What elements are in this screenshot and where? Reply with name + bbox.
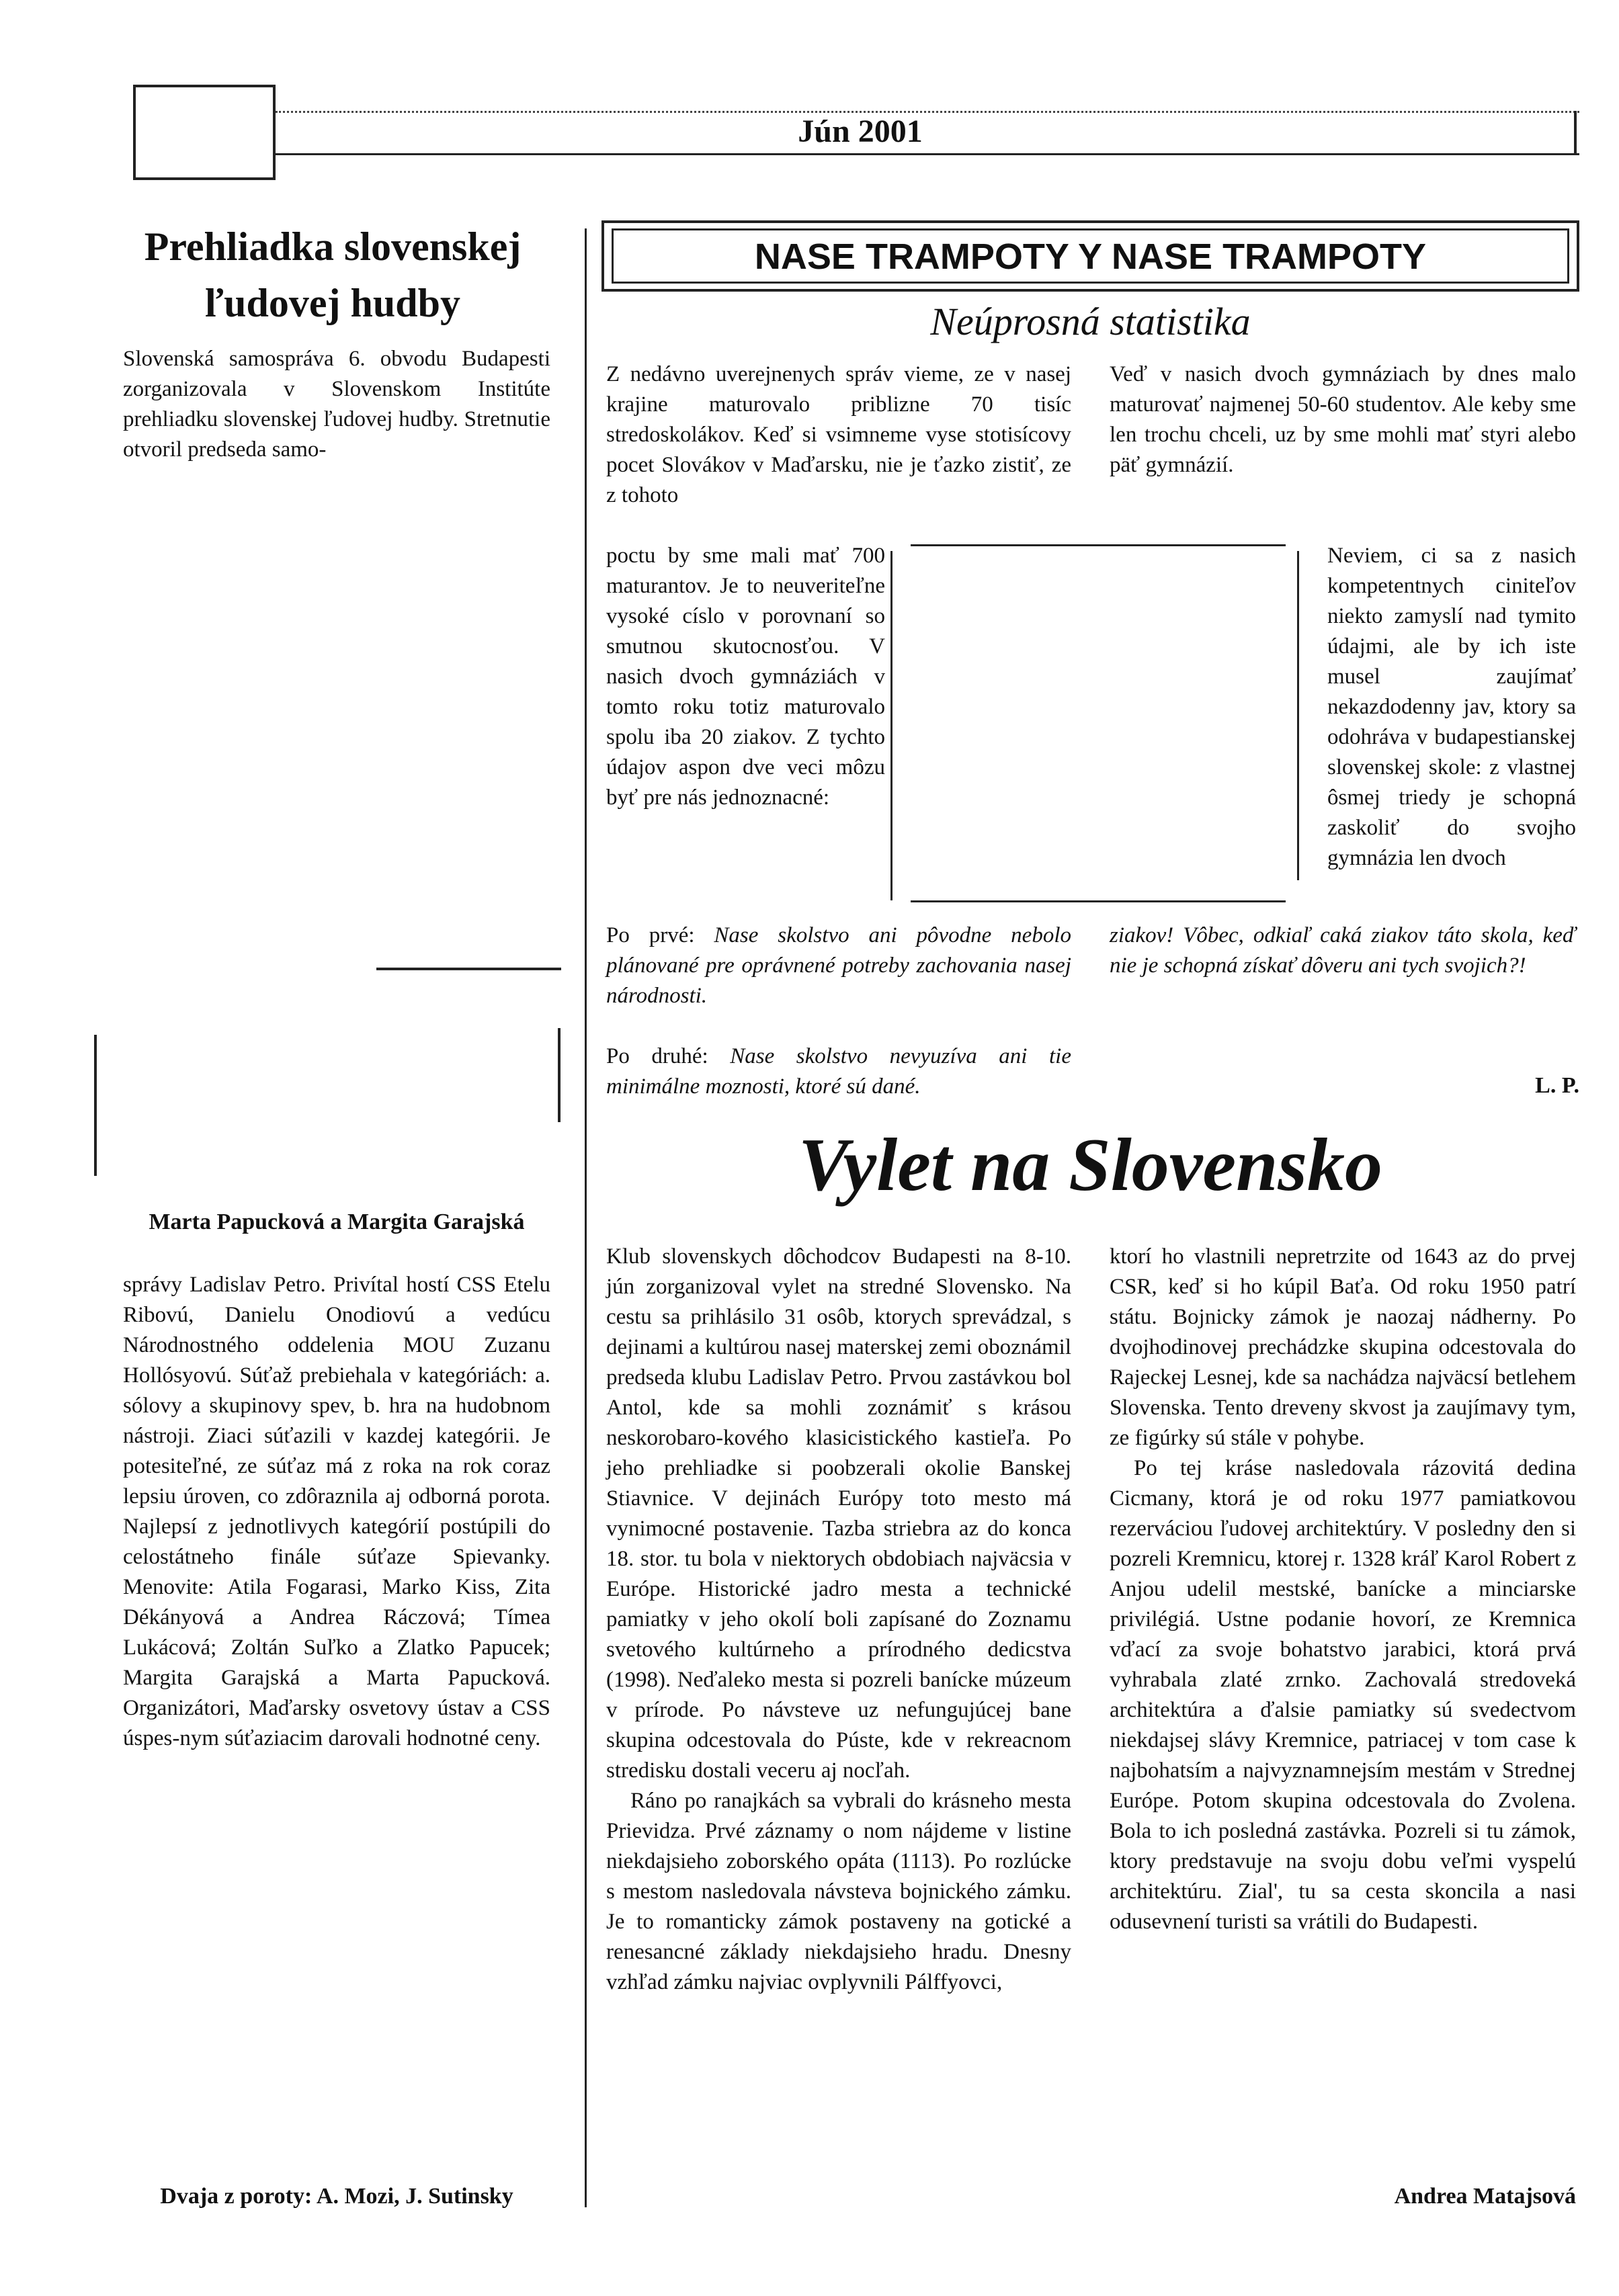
photo-frame-left xyxy=(94,1035,97,1176)
second-point-text: Nase skolstvo nevyuzíva ani tie minimálne moznosti, ktoré sú dané. xyxy=(606,1044,1071,1099)
header-logo-box xyxy=(133,85,276,180)
banner-text: NASE TRAMPOTY Y NASE TRAMPOTY xyxy=(612,228,1569,284)
vylet-col2-para1: ktorí ho vlastnili nepretrzite od 1643 az do prvej CSR, keď si ho kúpil Baťa. Od roku 1950 patrí státu. Bojnicky zámok je naozaj nádherny. Po dvojhodinovej prechádzke skupina odcestovala do Rajeckej Lesnej, kde sa nachádza najväcsí betlehem Slovenska. Tento dreveny skvost ja zaujímavy tym, ze figúrky sú stále v pohybe. xyxy=(1110,1244,1576,1450)
vylet-col1 xyxy=(606,1242,1071,1998)
column-divider xyxy=(585,228,587,2207)
photo-frame-top xyxy=(376,968,561,970)
second-point-label: Po druhé: xyxy=(606,1044,708,1068)
photo-frame-right xyxy=(558,1028,561,1122)
vylet-col2 xyxy=(1110,1242,1576,1937)
statistika-col2-top: Veď v nasich dvoch gymnáziach by dnes malo maturovať najmenej 50-60 studentov. Ale keby sme len trochu chceli, uz by sme mohli mať styri alebo päť gymnázií. xyxy=(1110,362,1576,477)
left-article-title: Prehliadka slovenskej ľudovej hudby xyxy=(144,224,522,325)
issue-date: Jún 2001 xyxy=(798,114,923,149)
statistika-title: Neúprosná statistika xyxy=(930,300,1251,343)
statistika-col1-top: Z nedávno uverejnenych správ vieme, ze v nasej krajine maturovalo priblizne 70 tisíc stredoskolákov. Keď si vsimneme vyse stotisícovy pocet Slovákov v Maďarsku, nie je ťazko zistiť, ze z tohoto xyxy=(606,362,1071,507)
statistika-wrap-left: poctu by sme mali mať 700 maturantov. Je to neuveriteľne vysoké císlo v porovnaní so smutnou skutocnosťou. V nasich dvoch gymnáziách v tomto roku totiz maturovalo spolu iba 20 ziakov. Z tychto údajov aspon dve veci môzu byť pre nás jednoznacné: xyxy=(606,544,885,810)
photo3-frame-left xyxy=(890,551,892,900)
photo3-frame-right xyxy=(1297,551,1299,880)
photo3-frame-bottom xyxy=(911,900,1286,902)
left-article-para2: správy Ladislav Petro. Privítal hostí CSS Etelu Ribovú, Danielu Onodiovú a vedúcu Národnostného oddelenia MOU Zuzanu Hollósyovú. Súťaž prebiehala v kategóriách: a. sólovy a skupinovy spev, b. hra na hudobnom nástroji. Ziaci súťazili v kazdej kategórii. Je potesiteľné, ze súťaz má z roka na rok coraz lepsiu úroven, co zdôraznila aj odborná porota. Najlepsí z jednotlivych kategórií postúpili do celostátneho finále súťaze Spievanky. Menovite: Atila Fogarasi, Marko Kiss, Zita Dékányová a Andrea Ráczová; Tímea Lukácová; Zoltán Suľko a Zlatko Papucek; Margita Garajská a Marta Papucková. Organizátori, Maďarsky osvetovy ústav a CSS úspes-nym súťaziacim darovali hodnotné ceny. xyxy=(123,1273,550,1750)
vylet-col1-para2: Ráno po ranajkách sa vybrali do krásneho mesta Prievidza. Prvé záznamy o nom nájdeme v listine niekdajsieho zoborského opáta (1113). Po rozlúcke s mestom nasledovala návsteva bojnického zámku. Je to romanticky zámok postaveny na gotické a renesancné základy niekdajsieho hradu. Dnesny vzhľad zámku najviac ovplyvnili Pálffyovci, xyxy=(606,1789,1071,1994)
statistika-second-point xyxy=(606,1041,1071,1102)
first-point-text: Nase skolstvo ani pôvodne nebolo plánované pre oprávnené potreby zachovania nasej národnosti. xyxy=(606,923,1071,1008)
statistika-signature: L. P. xyxy=(1535,1073,1579,1098)
photo3-frame-top xyxy=(911,544,1286,546)
photo-caption: Marta Papucková a Margita Garajská xyxy=(149,1209,525,1234)
photo2-caption: Dvaja z poroty: A. Mozi, J. Sutinsky xyxy=(160,2184,513,2209)
statistika-first-point xyxy=(606,921,1071,1011)
vylet-title: Vylet na Slovensko xyxy=(798,1123,1383,1207)
vylet-col2-para2: Po tej kráse nasledovala rázovitá dedina Cicmany, ktorá je od roku 1977 pamiatkovou rezerváciou ľudovej architektúry. V posledny den si pozreli Kremnicu, ktorej r. 1328 kráľ Karol Robert z Anjou udelil mestské, banícke a minciarske privilégiá. Ustne podanie hovorí, ze Kremnica vďací za svoje bohatstvo jarabici, ktorá prvá vyhrabala zlaté zrnko. Zachovalá stredoveká architektúra a ďalsie pamiatky sú svedectvom niekdajsej slávy Kremnice, patriacej v tom case k najbohatsím a najvyznamnejsím mestám v Strednej Európe. Potom skupina odcestovala do Zvolena. Bola to ich posledná zastávka. Pozreli si tu zámok, ktory predstavuje na svoju dobu veľmi vyspelú architektúru. Zial', tu sa cesta skoncila a nasi odusevnení turisti sa vrátili do Budapesti. xyxy=(1110,1456,1576,1934)
first-point-label: Po prvé: xyxy=(606,923,695,947)
left-article-para1: Slovenská samospráva 6. obvodu Budapesti zorganizovala v Slovenskom Institúte prehliadku slovenskej ľudovej hudby. Stretnutie otvoril predseda samo- xyxy=(123,347,550,462)
statistika-ziakov-end xyxy=(1110,921,1576,981)
vylet-col1-para1: Klub slovenskych dôchodcov Budapesti na 8-10. jún zorganizoval vylet na stredné Slovensko. Na cestu sa prihlásilo 31 osôb, ktorych sprevádzal, s dejinami a kultúrou nasej materskej zemi oboznámil predseda klubu Ladislav Petro. Prvou zastávkou bol Antol, kde sa mohli zoznámiť s krásou neskorobaro-kového klasicistického kastieľa. Po jeho prehliadke si poobzerali okolie Banskej Stiavnice. V dejinách Európy toto mesto má vynimocné postavenie. Tazba striebra az do konca 18. stor. tu bola v niektorych obdobiach najväcsia v Európe. Historické jadro mesta a technické pamiatky v jeho okolí boli zapísané do Zoznamu svetového kultúrneho a prírodného dedicstva (1998). Neďaleko mesta si pozreli banícke múzeum v prírode. Po návsteve uz nefungujúcej bane skupina odcestovala do Púste, kde v rekreacnom stredisku dostali veceru aj nocľah. xyxy=(606,1244,1071,1783)
header-rule xyxy=(276,153,1579,155)
vylet-signature: Andrea Matajsová xyxy=(1394,2184,1576,2209)
statistika-wrap-right: Neviem, ci sa z nasich kompetentnych ciniteľov niekto zamyslí nad tymito údajmi, ale by ich iste musel zaujímať nekazdodenny jav, ktory sa odohráva v budapestianskej slovenskej skole: z vlastnej ôsmej triedy je schopná zaskoliť do svojho gymnázia len dvoch xyxy=(1327,544,1576,870)
header-endcap xyxy=(1574,111,1577,155)
ziakov-end-text: ziakov! Vôbec, odkiaľ caká ziakov táto skola, keď nie je schopná získať dôveru ani tych svojich?! xyxy=(1110,923,1576,978)
